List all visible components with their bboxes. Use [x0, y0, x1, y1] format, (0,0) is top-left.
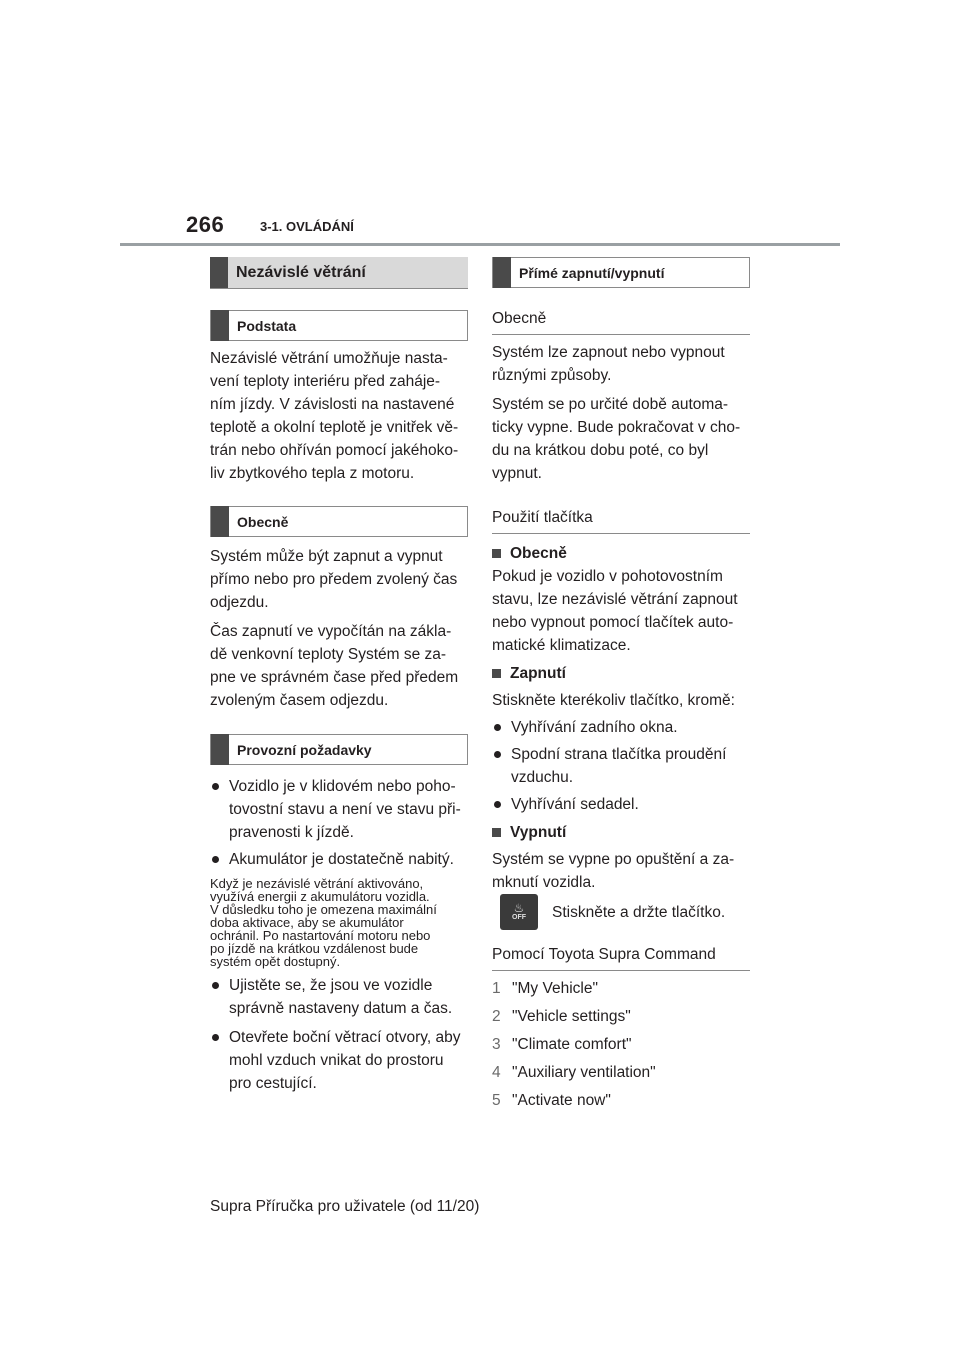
subheading-command: Pomocí Toyota Supra Command — [492, 946, 750, 971]
text-line: Systém se po určité době automa- — [492, 396, 729, 413]
note-line: doba aktivace, aby se akumulátor — [210, 915, 404, 930]
text-line: pravenosti k jízdě. — [229, 824, 354, 841]
text-line: nebo vypnout pomocí tlačítek auto- — [492, 614, 734, 631]
subheading-obecne: Obecně — [492, 310, 750, 335]
list-item — [210, 974, 468, 1020]
main-heading-left: Nezávislé větrání — [210, 257, 468, 289]
text-line: matické klimatizace. — [492, 637, 631, 654]
text-line: Systém může být zapnut a vypnut — [210, 548, 443, 565]
text-line: Spodní strana tlačítka proudění — [511, 746, 727, 763]
button-instruction — [492, 894, 750, 930]
text-line: vzduchu. — [511, 769, 574, 786]
note-line: V důsledku toho je omezena maximální — [210, 902, 437, 917]
text-line: stavu, lze nezávislé větrání zapnout — [492, 591, 738, 608]
text-line: pne ve správném čase před předem — [210, 669, 459, 686]
footer: Supra Příručka pro uživatele (od 11/20) — [210, 1198, 480, 1215]
text-line: vení teploty interiéru před zahájе- — [210, 373, 441, 390]
list-item — [492, 743, 750, 789]
step-number: 5 — [492, 1092, 501, 1109]
heading-obecne-square: Obecně — [492, 542, 750, 565]
text-line: Ujistěte se, že jsou ve vozidle — [229, 977, 433, 994]
text-line: dě venkovní teploty Systém se za- — [210, 646, 447, 663]
text-line: zvoleným časem odjezdu. — [210, 692, 389, 709]
text-line: mknutí vozidla. — [492, 874, 596, 891]
step-item — [492, 1089, 750, 1112]
text-line: Akumulátor je dostatečně nabitý. — [229, 851, 454, 868]
text-line: mohl vzduch vnikat do prostoru — [229, 1052, 444, 1069]
text-line: Nezávislé větrání umožňuje nasta- — [210, 350, 448, 367]
list-item: Vyhřívání zadního okna. — [492, 716, 750, 739]
text-line: správně nastaveny datum a čas. — [229, 1000, 453, 1017]
right-text-2 — [492, 393, 750, 485]
step-text: "Activate now" — [512, 1092, 611, 1109]
step-number: 2 — [492, 1008, 501, 1025]
left-column — [210, 257, 468, 1095]
icon-instruction-text: Stiskněte a držte tlačítko. — [552, 903, 726, 921]
step-item — [492, 977, 750, 1000]
off-label: OFF — [512, 914, 526, 921]
obecne-text-1 — [210, 545, 468, 614]
text-line: Vozidlo je v klidovém nebo poho- — [229, 778, 456, 795]
text-line: Čas zapnutí ve vypočítán na zákla- — [210, 623, 452, 640]
text-line: ticky vypne. Bude pokračovat v cho- — [492, 419, 741, 436]
text-line: vypnut. — [492, 465, 542, 482]
text-line: Pokud je vozidlo v pohotovostním — [492, 568, 723, 585]
list-item — [210, 775, 468, 844]
text-line: Systém lze zapnout nebo vypnout — [492, 344, 725, 361]
note-line: ochránil. Po nastartování motoru nebo — [210, 928, 431, 943]
note — [210, 877, 468, 968]
obecne-text — [492, 565, 750, 657]
step-number: 4 — [492, 1064, 501, 1081]
heading-zapnuti: Zapnutí — [492, 662, 750, 685]
step-item — [492, 1033, 750, 1056]
note-line: využívá energii z akumulátoru vozidla. — [210, 889, 430, 904]
text-line: pro cestující. — [229, 1075, 317, 1092]
step-number: 1 — [492, 980, 501, 997]
ventilation-off-button-icon — [500, 894, 538, 930]
step-number: 3 — [492, 1036, 501, 1053]
text-line: du na krátkou dobu poté, co byl — [492, 442, 709, 459]
page-number: 266 — [186, 212, 225, 237]
obecne-text-2 — [210, 620, 468, 712]
text-line: různými způsoby. — [492, 367, 612, 384]
step-item — [492, 1005, 750, 1028]
note-line: Když je nezávislé větrání aktivováno, — [210, 876, 424, 891]
text-line: tovostní stavu a není ve stavu při- — [229, 801, 461, 818]
podstata-text — [210, 347, 468, 485]
vypnuti-text — [492, 848, 750, 894]
text-line: liv zbytkového tepla z motoru. — [210, 465, 415, 482]
right-text-1 — [492, 341, 750, 387]
header-rule — [120, 243, 840, 246]
step-text: "Climate comfort" — [512, 1036, 632, 1053]
text-line: teplotě a okolní teplotě je vnitřek vě- — [210, 419, 459, 436]
list-item — [210, 1026, 468, 1095]
heading-podstata: Podstata — [210, 310, 468, 341]
text-line: přímo nebo pro předem zvolený čas — [210, 571, 458, 588]
list-item: Vyhřívání sedadel. — [492, 793, 750, 816]
heading-vypnuti: Vypnutí — [492, 821, 750, 844]
text-line: Systém se vypne po opuštění a za- — [492, 851, 735, 868]
note-line: systém opět dostupný. — [210, 954, 341, 969]
text-line: Otevřete boční větrací otvory, aby — [229, 1029, 461, 1046]
step-text: "My Vehicle" — [512, 980, 598, 997]
subheading-pouziti: Použití tlačítka — [492, 509, 750, 534]
section-title: 3-1. OVLÁDÁNÍ — [260, 219, 354, 234]
text-line: trán nebo ohříván pomocí jakéhoko- — [210, 442, 459, 459]
text-line: ním jízdy. V závislosti na nastavené — [210, 396, 455, 413]
heading-pozadavky: Provozní požadavky — [210, 734, 468, 765]
step-item — [492, 1061, 750, 1084]
seat-fan-icon: ♨ — [513, 901, 525, 915]
heading-obecne: Obecně — [210, 506, 468, 537]
zapnuti-text: Stiskněte kterékoliv tlačítko, kromě: — [492, 692, 735, 709]
note-line: po jízdě na krátkou vzdálenost bude — [210, 941, 419, 956]
step-text: "Vehicle settings" — [512, 1008, 631, 1025]
list-item — [210, 848, 468, 871]
step-text: "Auxiliary ventilation" — [512, 1064, 656, 1081]
right-column — [492, 257, 750, 1112]
main-heading-right: Přímé zapnutí/vypnutí — [492, 257, 750, 288]
text-line: odjezdu. — [210, 594, 269, 611]
